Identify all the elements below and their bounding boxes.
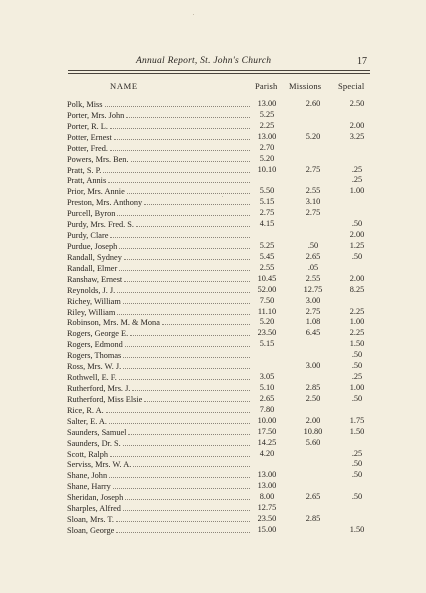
contributor-name: Potter, Ernest	[67, 132, 112, 142]
contributor-name: Richey, William	[67, 296, 121, 306]
column-header-name: NAME	[110, 81, 138, 91]
table-row	[0, 175, 426, 186]
parish-amount: 4.20	[259, 448, 275, 458]
paper-speck	[193, 14, 194, 15]
contributor-name: Purcell, Byron	[67, 209, 116, 219]
contributor-name: Ranshaw, Ernest	[67, 274, 123, 284]
dot-leader	[108, 175, 250, 183]
special-amount: 1.00	[349, 317, 365, 327]
missions-amount: 10.80	[303, 426, 323, 436]
page-header	[0, 56, 426, 70]
table-row	[0, 416, 426, 427]
table-row	[0, 383, 426, 394]
parish-amount: 5.25	[259, 240, 275, 250]
parish-amount: 5.20	[259, 153, 275, 163]
contributor-name: Rutherford, Mrs. J.	[67, 383, 131, 393]
parish-amount: 5.25	[259, 109, 275, 119]
table-row	[0, 186, 426, 197]
table-row	[0, 230, 426, 241]
contributor-name: Purdy, Mrs. Fred. S.	[67, 220, 134, 230]
contributor-name: Shane, John	[67, 471, 108, 481]
dot-leader	[124, 274, 250, 282]
table-row	[0, 525, 426, 536]
table-row	[0, 350, 426, 361]
contributor-name: Porter, Mrs. John	[67, 110, 125, 120]
table-row	[0, 405, 426, 416]
parish-amount: 2.65	[259, 393, 275, 403]
contributor-name: Robinson, Mrs. M. & Mona	[67, 318, 160, 328]
missions-amount: 2.65	[305, 492, 321, 502]
table-row	[0, 241, 426, 252]
special-amount: .25	[351, 372, 363, 382]
parish-amount: 8.00	[259, 492, 275, 502]
dot-leader	[133, 459, 250, 467]
contributor-name: Scott, Ralph	[67, 449, 109, 459]
dot-leader	[110, 121, 250, 129]
dot-leader	[162, 317, 250, 325]
missions-amount: 12.75	[303, 284, 323, 294]
contributor-name: Pratt, S. P.	[67, 165, 102, 175]
parish-amount: 2.25	[259, 120, 275, 130]
dot-leader	[130, 328, 250, 336]
special-amount: .50	[351, 393, 363, 403]
table-row	[0, 154, 426, 165]
contributor-name: Salter, E. A.	[67, 416, 107, 426]
dot-leader	[124, 252, 250, 260]
contributor-name: Purdue, Joseph	[67, 241, 118, 251]
contributor-name: Serviss, Mrs. W. A.	[67, 460, 132, 470]
contributor-name: Sheridan, Joseph	[67, 493, 124, 503]
contributor-name: Potter, Fred.	[67, 143, 108, 153]
dot-leader	[106, 405, 250, 413]
dot-leader	[119, 241, 250, 249]
table-row	[0, 427, 426, 438]
contributor-name: Sloan, Mrs. T.	[67, 515, 114, 525]
parish-amount: 52.00	[257, 284, 277, 294]
running-title: Annual Report, St. John's Church	[136, 56, 272, 66]
missions-amount: 2.55	[305, 273, 321, 283]
missions-amount: .50	[307, 240, 319, 250]
table-row	[0, 219, 426, 230]
parish-amount: 10.10	[257, 164, 277, 174]
paper-speck	[222, 196, 223, 197]
dot-leader	[131, 154, 250, 162]
parish-amount: 12.75	[257, 503, 277, 513]
special-amount: 1.50	[349, 339, 365, 349]
column-header-special: Special	[338, 81, 365, 91]
table-row	[0, 317, 426, 328]
parish-amount: 7.80	[259, 404, 275, 414]
dot-leader	[136, 219, 250, 227]
dot-leader	[109, 416, 250, 424]
special-amount: 8.25	[349, 284, 365, 294]
parish-amount: 5.15	[259, 339, 275, 349]
parish-amount: 5.15	[259, 197, 275, 207]
contribution-list	[0, 99, 426, 536]
missions-amount: 2.75	[305, 164, 321, 174]
parish-amount: 13.00	[257, 99, 277, 108]
contributor-name: Sharples, Alfred	[67, 504, 121, 514]
dot-leader	[144, 394, 250, 402]
parish-amount: 7.50	[259, 295, 275, 305]
dot-leader	[110, 143, 250, 151]
special-amount: 1.50	[349, 426, 365, 436]
dot-leader	[123, 296, 250, 304]
header-rule-bottom	[68, 73, 370, 74]
table-row	[0, 339, 426, 350]
parish-amount: 15.00	[257, 524, 277, 534]
dot-leader	[105, 99, 250, 107]
contributor-name: Shane, Harry	[67, 482, 111, 492]
missions-amount: 3.00	[305, 361, 321, 371]
missions-amount: 5.60	[305, 437, 321, 447]
special-amount: 2.00	[349, 273, 365, 283]
contributor-name: Saunders, Samuel	[67, 427, 127, 437]
special-amount: 1.00	[349, 382, 365, 392]
parish-amount: 13.00	[257, 481, 277, 491]
dot-leader	[117, 285, 250, 293]
contributor-name-cell	[67, 525, 250, 537]
table-row	[0, 121, 426, 132]
contributor-name: Riley, William	[67, 307, 116, 317]
table-row	[0, 110, 426, 121]
contributor-name: Rogers, Thomas	[67, 351, 122, 361]
dot-leader	[116, 525, 250, 533]
contributor-name: Pratt, Annis	[67, 176, 107, 186]
contributor-name: Polk, Miss	[67, 100, 103, 109]
contributor-name: Rutherford, Miss Elsie	[67, 394, 143, 404]
parish-amount: 5.10	[259, 382, 275, 392]
special-amount: .25	[351, 175, 363, 185]
table-row	[0, 99, 426, 110]
parish-amount: 23.50	[257, 328, 277, 338]
dot-leader	[119, 263, 250, 271]
table-row	[0, 307, 426, 318]
table-row	[0, 361, 426, 372]
contributor-name: Rogers, Edmond	[67, 340, 123, 350]
table-row	[0, 514, 426, 525]
parish-amount: 2.55	[259, 262, 275, 272]
dot-leader	[126, 110, 250, 118]
parish-amount: 10.00	[257, 415, 277, 425]
parish-amount: 5.45	[259, 251, 275, 261]
table-row	[0, 132, 426, 143]
parish-amount: 14.25	[257, 437, 277, 447]
parish-amount: 2.70	[259, 142, 275, 152]
missions-amount: 2.75	[305, 208, 321, 218]
table-row	[0, 470, 426, 481]
contributor-name: Ross, Mrs. W. J.	[67, 362, 122, 372]
contributor-name: Rothwell, E. F.	[67, 373, 117, 383]
special-amount: 2.00	[349, 120, 365, 130]
contributor-name: Rogers, George E.	[67, 329, 129, 339]
parish-amount: 13.00	[257, 131, 277, 141]
special-amount: 3.25	[349, 131, 365, 141]
missions-amount: .05	[307, 262, 319, 272]
contributor-name: Sloan, George	[67, 525, 115, 535]
dot-leader	[123, 503, 250, 511]
special-amount: 1.75	[349, 415, 365, 425]
special-amount: 2.00	[349, 230, 365, 240]
special-amount: .50	[351, 470, 363, 480]
contributor-name: Rice, R. A.	[67, 405, 104, 415]
table-row	[0, 449, 426, 460]
table-row	[0, 481, 426, 492]
table-row	[0, 252, 426, 263]
special-amount: 2.25	[349, 328, 365, 338]
parish-amount: 10.45	[257, 273, 277, 283]
table-row	[0, 274, 426, 285]
parish-amount: 13.00	[257, 470, 277, 480]
dot-leader	[114, 132, 250, 140]
dot-leader	[127, 186, 250, 194]
missions-amount: 2.75	[305, 306, 321, 316]
missions-amount: 1.08	[305, 317, 321, 327]
dot-leader	[116, 514, 250, 522]
contributor-name: Reynolds, J. J.	[67, 285, 116, 295]
parish-amount: 5.50	[259, 186, 275, 196]
missions-amount: 2.60	[305, 99, 321, 108]
missions-amount: 2.85	[305, 514, 321, 524]
dot-leader	[117, 208, 250, 216]
table-row	[0, 197, 426, 208]
special-amount: .50	[351, 361, 363, 371]
missions-amount: 3.10	[305, 197, 321, 207]
special-amount: .50	[351, 459, 363, 469]
column-header-missions: Missions	[289, 81, 322, 91]
table-row	[0, 328, 426, 339]
table-row	[0, 296, 426, 307]
dot-leader	[123, 438, 250, 446]
special-amount: .50	[351, 219, 363, 229]
dot-leader	[132, 383, 250, 391]
missions-amount: 2.65	[305, 251, 321, 261]
dot-leader	[110, 449, 250, 457]
contributor-name: Saunders, Dr. S.	[67, 438, 121, 448]
special-amount: 1.25	[349, 240, 365, 250]
special-amount: 1.00	[349, 186, 365, 196]
table-row	[0, 263, 426, 274]
table-row	[0, 208, 426, 219]
missions-amount: 2.00	[305, 415, 321, 425]
parish-amount: 11.10	[257, 306, 277, 316]
dot-leader	[144, 197, 250, 205]
dot-leader	[125, 339, 250, 347]
page-number: 17	[357, 56, 367, 67]
table-row	[0, 438, 426, 449]
table-row	[0, 503, 426, 514]
contributor-name: Randall, Elmer	[67, 263, 118, 273]
special-amount: .50	[351, 492, 363, 502]
special-amount: 1.50	[349, 524, 365, 534]
table-row	[0, 143, 426, 154]
header-rule-top	[68, 70, 370, 71]
dot-leader	[109, 470, 250, 478]
missions-amount: 2.55	[305, 186, 321, 196]
missions-amount: 6.45	[305, 328, 321, 338]
special-amount: .25	[351, 448, 363, 458]
contributor-name: Preston, Mrs. Anthony	[67, 198, 143, 208]
column-header-parish: Parish	[255, 81, 278, 91]
table-row	[0, 285, 426, 296]
contributor-name: Powers, Mrs. Ben.	[67, 154, 129, 164]
parish-amount: 2.75	[259, 208, 275, 218]
dot-leader	[123, 361, 250, 369]
dot-leader	[117, 307, 250, 315]
contributor-name: Prior, Mrs. Annie	[67, 187, 125, 197]
missions-amount: 3.00	[305, 295, 321, 305]
table-row	[0, 492, 426, 503]
special-amount: .50	[351, 251, 363, 261]
contributor-name: Randall, Sydney	[67, 252, 122, 262]
parish-amount: 4.15	[259, 219, 275, 229]
table-row	[0, 459, 426, 470]
dot-leader	[103, 165, 250, 173]
parish-amount: 23.50	[257, 514, 277, 524]
special-amount: .50	[351, 350, 363, 360]
special-amount: 2.25	[349, 306, 365, 316]
parish-amount: 5.20	[259, 317, 275, 327]
parish-amount: 3.05	[259, 372, 275, 382]
parish-amount: 17.50	[257, 426, 277, 436]
dot-leader	[128, 427, 250, 435]
special-amount: 2.50	[349, 99, 365, 108]
missions-amount: 2.85	[305, 382, 321, 392]
table-row	[0, 372, 426, 383]
missions-amount: 2.50	[305, 393, 321, 403]
contributor-name: Porter, R. L.	[67, 121, 108, 131]
dot-leader	[123, 350, 250, 358]
dot-leader	[125, 492, 250, 500]
table-row	[0, 394, 426, 405]
contributor-name: Purdy, Clare	[67, 231, 109, 241]
table-row	[0, 165, 426, 176]
special-amount: .25	[351, 164, 363, 174]
dot-leader	[113, 481, 250, 489]
dot-leader	[110, 230, 250, 238]
missions-amount: 5.20	[305, 131, 321, 141]
dot-leader	[119, 372, 250, 380]
